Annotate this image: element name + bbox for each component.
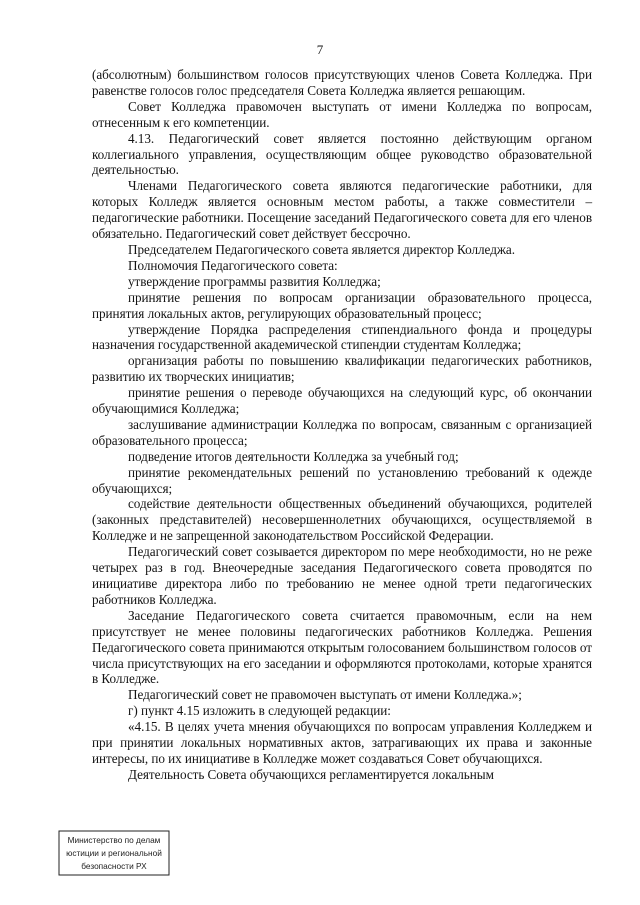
paragraph: Заседание Педагогического совета считается правомочным, если на нем присутствует не менее половины педагогических работников Колледжа. Решения Педагогического совета принимаются открытым голосованием большинством голосов от числа присутствующих на его заседании и оформляются протоколами, которые хранятся в Колледже. (92, 607, 592, 687)
list-item: принятие решения о переводе обучающихся на следующий курс, об окончании обучающимися Колледжа; (92, 385, 592, 417)
page-number: 7 (316, 42, 324, 57)
paragraph: Деятельность Совета обучающихся регламентируется локальным (128, 766, 494, 782)
paragraph: Членами Педагогического совета являются педагогические работники, для которых Колледж является основным местом работы, а также совместители – педагогические работники. Посещение заседаний Педагогического совета для его членов обязательно. Педагогический совет действует бессрочно. (92, 178, 592, 242)
paragraph: Педагогический совет созывается директором по мере необходимости, но не реже четырех раз в год. Внеочередные заседания Педагогического совета проводятся по инициативе директора либо по требованию не менее одной трети педагогических работников Колледжа. (92, 544, 592, 607)
paragraph: Педагогический совет не правомочен выступать от имени Колледжа.»; (128, 687, 522, 703)
paragraph: Совет Колледжа правомочен выступать от имени Колледжа по вопросам, отнесенным к его компетенции. (92, 98, 592, 130)
paragraph: Полномочия Педагогического совета: (128, 257, 338, 273)
document-body (92, 67, 592, 783)
svg-text:юстиции и региональной: юстиции и региональной (66, 848, 162, 858)
list-item: принятие решения по вопросам организации образовательного процесса, принятия локальных актов, регулирующих образовательный процесс; (92, 289, 592, 321)
list-item: заслушивание администрации Колледжа по вопросам, связанным с организацией образовательного процесса; (92, 416, 592, 448)
paragraph: 4.13. Педагогический совет является постоянно действующим органом коллегиального управления, осуществляющим общее руководство образовательной деятельностью. (92, 130, 592, 178)
list-item: принятие рекомендательных решений по установлению требований к одежде обучающихся; (92, 464, 592, 496)
svg-text:безопасности РХ: безопасности РХ (81, 861, 147, 871)
list-item: утверждение Порядка распределения стипендиального фонда и процедуры назначения государственной академической стипендии студентам Колледжа; (92, 321, 592, 353)
list-item: утверждение программы развития Колледжа; (128, 273, 381, 289)
svg-text:Министерство по делам: Министерство по делам (67, 835, 161, 845)
list-item: подведение итогов деятельности Колледжа за учебный год; (128, 448, 459, 464)
paragraph: г) пункт 4.15 изложить в следующей редакции: (128, 703, 391, 719)
paragraph: Председателем Педагогического совета является директор Колледжа. (128, 241, 515, 257)
list-item: содействие деятельности общественных объединений обучающихся, родителей (законных представителей) несовершеннолетних обучающихся, осуществляемой в Колледже и не запрещенной законодательством Российской Федерации. (92, 496, 592, 544)
registration-stamp (58, 830, 170, 876)
paragraph: (абсолютным) большинством голосов присутствующих членов Совета Колледжа. При равенстве голосов голос председателя Совета Колледжа является решающим. (92, 67, 592, 98)
paragraph: «4.15. В целях учета мнения обучающихся по вопросам управления Колледжем и при принятии локальных нормативных актов, затрагивающих их права и законные интересы, по их инициативе в Колледже может создаваться Совет обучающихся. (92, 719, 592, 766)
list-item: организация работы по повышению квалификации педагогических работников, развитию их творческих инициатив; (92, 353, 592, 385)
